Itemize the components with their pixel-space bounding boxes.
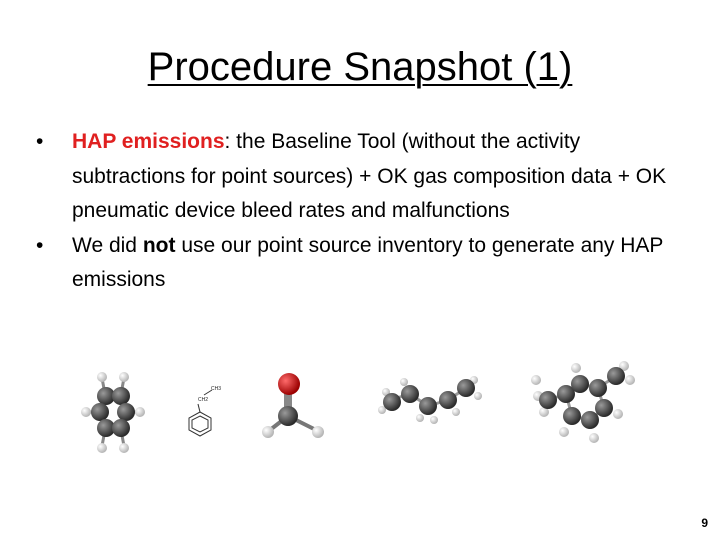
benzene-molecule-image [78, 370, 148, 455]
bullet-marker: • [36, 233, 44, 257]
molecule-images [0, 350, 720, 470]
toluene-molecule-image [528, 358, 638, 450]
bullet2-emph: not [142, 233, 176, 257]
bullet-list [36, 125, 696, 298]
xylene-molecule-image [370, 370, 490, 450]
hap-emissions-text: : the Baseline Tool (without the activity subtractions for point sources) + OK gas composition data + OK pneumatic device bleed rates and malfunctions [72, 130, 667, 222]
bullet-point-source [36, 229, 696, 298]
bullet2-post: use our point source inventory to generate any HAP emissions [72, 233, 664, 291]
formaldehyde-molecule-image [258, 372, 330, 444]
slide-title: Procedure Snapshot (1) [147, 45, 573, 89]
hap-emissions-term: HAP emissions [72, 130, 225, 153]
ch3-label: CH3 [211, 386, 222, 392]
bullet2-pre: We did [72, 233, 143, 257]
bullet-hap-emissions [36, 125, 696, 229]
bullet-marker: • [36, 130, 44, 153]
page-number: 9 [701, 516, 708, 530]
ethylbenzene-structure-image [184, 382, 224, 440]
ch2-label: CH2 [198, 397, 209, 403]
